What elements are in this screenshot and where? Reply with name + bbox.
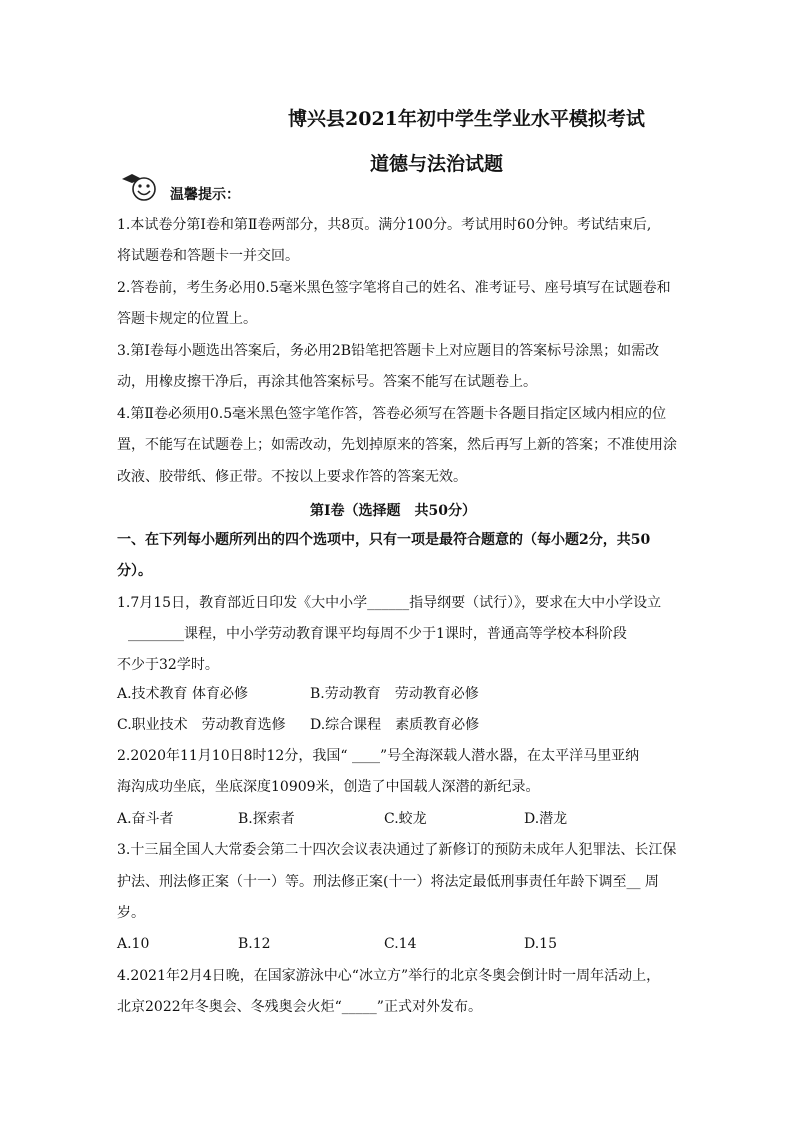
section-instruction: 一、在下列每小题所列出的四个选项中，只有一项是最符合题意的（每小题2分，共50 <box>117 532 651 548</box>
question-3-option-c: C.14 <box>384 936 417 952</box>
tip-line: 改液、胶带纸、修正带。不按以上要求作答的答案无效。 <box>117 469 467 485</box>
tip-line: 将试题卷和答题卡一并交回。 <box>117 248 299 264</box>
question-3-option-a: A.10 <box>117 936 150 952</box>
graduation-smiley-icon <box>120 171 160 203</box>
question-1-stem: 不少于32学时。 <box>117 657 219 673</box>
question-4-stem: 北京2022年冬奥会、冬残奥会火炬“_____”正式对外发布。 <box>117 999 482 1015</box>
question-3-stem: 岁。 <box>117 905 145 921</box>
question-1-option-a: A.技术教育 体育必修 <box>117 686 249 702</box>
question-2-option-a: A.奋斗者 <box>117 811 174 827</box>
tip-line: 动，用橡皮擦干净后，再涂其他答案标号。答案不能写在试题卷上。 <box>117 374 537 390</box>
tip-line: 4.第Ⅱ卷必须用0.5毫米黑色签字笔作答，答卷必须写在答题卡各题目指定区域内相应的位 <box>117 406 667 422</box>
question-1-option-d: D.综合课程 素质教育必修 <box>310 717 480 733</box>
tips-label: 温馨提示： <box>170 187 240 203</box>
question-3-option-b: B.12 <box>238 936 271 952</box>
question-2-option-b: B.探索者 <box>238 811 295 827</box>
question-1-option-c: C.职业技术 劳动教育选修 <box>117 717 286 733</box>
question-2-stem: 海沟成功坐底，坐底深度10909米，创造了中国载人深潜的新纪录。 <box>117 779 540 795</box>
question-3-stem: 护法、刑法修正案（十一）等。刑法修正案(十一）将法定最低刑事责任年龄下调至__ 周 <box>117 874 659 890</box>
question-2-stem: 2.2020年11月10日8时12分，我国“ ____”号全海深载人潜水器，在太平洋马里亚纳 <box>117 748 640 764</box>
section-title: 第Ⅰ卷（选择题 共50分） <box>310 503 477 519</box>
question-2-option-d: D.潜龙 <box>524 811 568 827</box>
tip-line: 2.答卷前，考生务必用0.5毫米黑色签字笔将自己的姓名、准考证号、座号填写在试题卷和 <box>117 280 671 296</box>
question-1-stem: 1.7月15日，教育部近日印发《大中小学______指导纲要（试行）》，要求在大中小学设立 <box>117 595 662 611</box>
section-instruction: 分）。 <box>117 563 152 579</box>
question-2-option-c: C.蛟龙 <box>384 811 427 827</box>
question-3-option-d: D.15 <box>524 936 557 952</box>
question-3-stem: 3.十三届全国人大常委会第二十四次会议表决通过了新修订的预防未成年人犯罪法、长江保 <box>117 842 677 858</box>
question-1-option-b: B.劳动教育 劳动教育必修 <box>310 686 479 702</box>
tip-line: 置，不能写在试题卷上；如需改动，先划掉原来的答案，然后再写上新的答案；不准使用涂 <box>117 437 677 453</box>
exam-title: 博兴县2021年初中学生学业水平模拟考试 <box>288 108 645 130</box>
question-1-stem: ________课程，中小学劳动教育课平均每周不少于1课时，普通高等学校本科阶段 <box>128 626 627 642</box>
tip-line: 1.本试卷分第Ⅰ卷和第Ⅱ卷两部分，共8页。满分100分。考试用时60分钟。考试结束后, <box>117 217 652 233</box>
tip-line: 3.第Ⅰ卷每小题选出答案后，务必用2B铅笔把答题卡上对应题目的答案标号涂黑；如需改 <box>117 343 660 359</box>
question-4-stem: 4.2021年2月4日晚，在国家游泳中心“冰立方”举行的北京冬奥会倒计时一周年活动上， <box>117 968 661 984</box>
tip-line: 答题卡规定的位置上。 <box>117 311 257 327</box>
exam-subtitle: 道德与法治试题 <box>370 153 504 175</box>
